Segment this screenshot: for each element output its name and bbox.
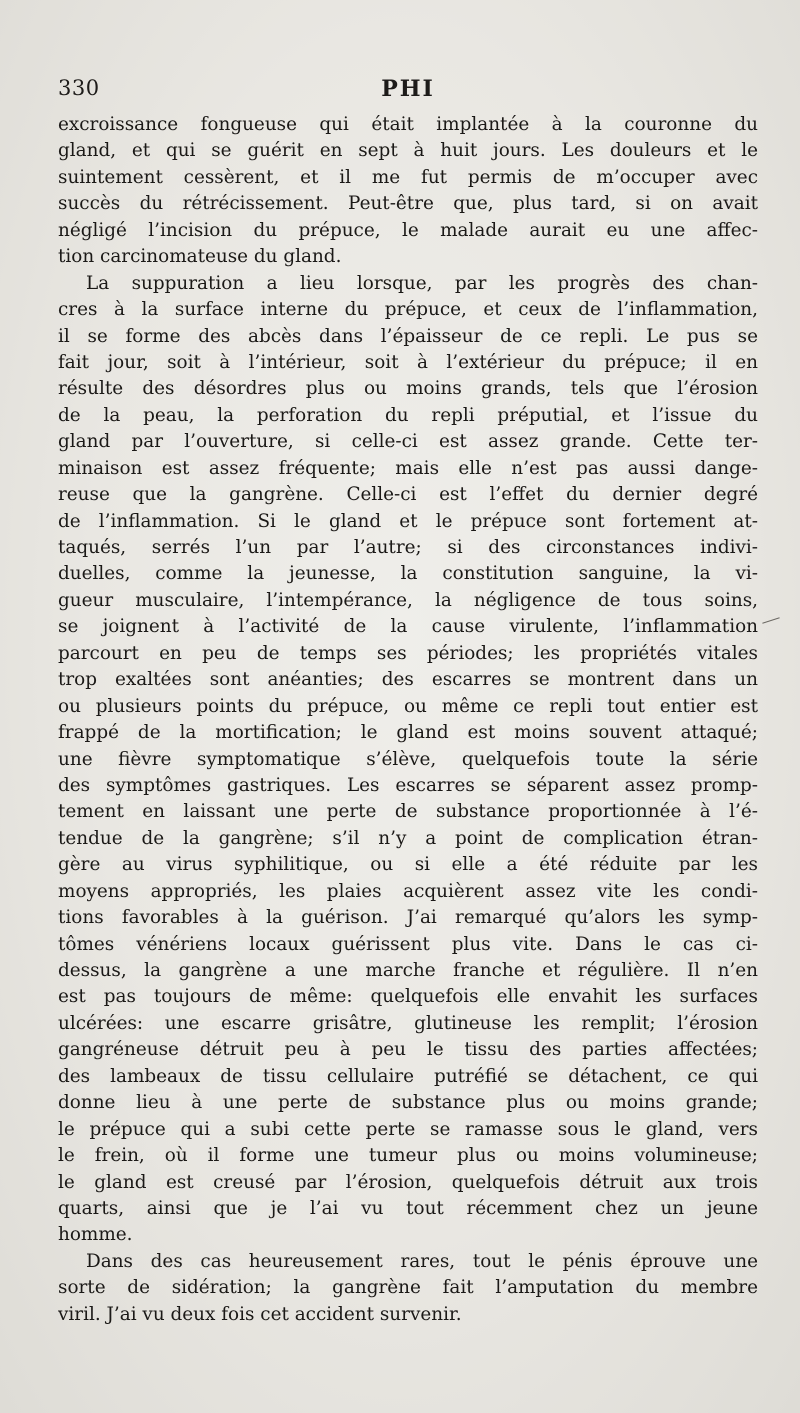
text-line: se joignent à l’activité de la cause virulente, l’inflammation [58,616,758,638]
text-line: gueur musculaire, l’intempérance, la négligence de tous soins, [58,589,758,611]
text-line: succès du rétrécissement. Peut-être que, plus tard, si on avait [58,193,758,215]
text-line: le gland est creusé par l’érosion, quelquefois détruit aux trois [58,1171,758,1193]
text-line: ulcérées: une escarre grisâtre, glutineuse les remplit; l’érosion [58,1012,758,1034]
text-line: donne lieu à une perte de substance plus ou moins grande; [58,1092,758,1114]
text-line: parcourt en peu de temps ses périodes; les propriétés vitales [58,642,758,664]
text-line: est pas toujours de même: quelquefois elle envahit les surfaces [58,986,758,1008]
text-line: Dans des cas heureusement rares, tout le pénis éprouve une [86,1250,758,1272]
text-line: moyens appropriés, les plaies acquièrent assez vite les condi- [58,880,758,902]
text-line: sorte de sidération; la gangrène fait l’amputation du membre [58,1277,758,1299]
text-line: de l’inflammation. Si le gland et le prépuce sont fortement at- [58,510,758,532]
text-line: frappé de la mortification; le gland est moins souvent attaqué; [58,722,758,744]
paragraph [58,112,758,271]
text-line: trop exaltées sont anéanties; des escarres se montrent dans un [58,669,758,691]
text-line: minaison est assez fréquente; mais elle n’est pas aussi dange- [58,457,758,479]
text-line: des lambeaux de tissu cellulaire putréfié se détachent, ce qui [58,1065,758,1087]
running-head [58,76,758,106]
text-line: tômes vénériens locaux guérissent plus vite. Dans le cas ci- [58,933,758,955]
text-line: il se forme des abcès dans l’épaisseur de ce repli. Le pus se [58,325,758,347]
text-line: reuse que la gangrène. Celle-ci est l’effet du dernier degré [58,484,758,506]
text-line: taqués, serrés l’un par l’autre; si des circonstances indivi- [58,537,758,558]
text-line: gland, et qui se guérit en sept à huit jours. Les douleurs et le [58,140,758,162]
text-line: tion carcinomateuse du gland. [58,246,342,268]
text-line: résulte des désordres plus ou moins grands, tels que l’érosion [58,378,758,400]
text-line: quarts, ainsi que je l’ai vu tout récemment chez un jeune [58,1197,758,1219]
text-line: tions favorables à la guérison. J’ai remarqué qu’alors les symp- [58,907,758,929]
text-line: homme. [58,1224,133,1246]
text-line: des symptômes gastriques. Les escarres se séparent assez promp- [58,774,758,796]
running-title: PHI [381,76,435,102]
text-line: le prépuce qui a subi cette perte se ramasse sous le gland, vers [58,1118,758,1140]
paragraph [58,1249,758,1328]
body-text [58,112,758,1328]
text-line: dessus, la gangrène a une marche franche et régulière. Il n’en [58,960,758,981]
text-line: négligé l’incision du prépuce, le malade aurait eu une affec- [58,219,758,241]
text-line: le frein, où il forme une tumeur plus ou moins volumineuse; [58,1145,758,1167]
margin-mark [762,617,779,624]
text-line: duelles, comme la jeunesse, la constitution sanguine, la vi- [58,563,758,585]
text-line: tement en laissant une perte de substance proportionnée à l’é- [58,801,758,823]
text-line: une fièvre symptomatique s’élève, quelquefois toute la série [58,748,758,770]
text-line: suintement cessèrent, et il me fut permis de m’occuper avec [58,166,758,188]
text-line: tendue de la gangrène; s’il n’y a point de complication étran- [58,827,758,849]
text-line: de la peau, la perforation du repli préputial, et l’issue du [58,404,758,426]
text-line: gère au virus syphilitique, ou si elle a été réduite par les [58,854,758,876]
page-number: 330 [58,76,100,100]
text-line: ou plusieurs points du prépuce, ou même ce repli tout entier est [58,695,758,717]
text-line: gangréneuse détruit peu à peu le tissu des parties affectées; [58,1039,758,1061]
text-line: gland par l’ouverture, si celle-ci est assez grande. Cette ter- [58,431,758,453]
text-line: La suppuration a lieu lorsque, par les progrès des chan- [86,272,758,294]
text-line: viril. J’ai vu deux fois cet accident survenir. [58,1303,462,1325]
text-line: cres à la surface interne du prépuce, et ceux de l’inflammation, [58,299,758,321]
paragraph [58,271,758,1249]
text-line: fait jour, soit à l’intérieur, soit à l’extérieur du prépuce; il en [58,351,758,373]
text-line: excroissance fongueuse qui était implantée à la couronne du [58,114,758,135]
